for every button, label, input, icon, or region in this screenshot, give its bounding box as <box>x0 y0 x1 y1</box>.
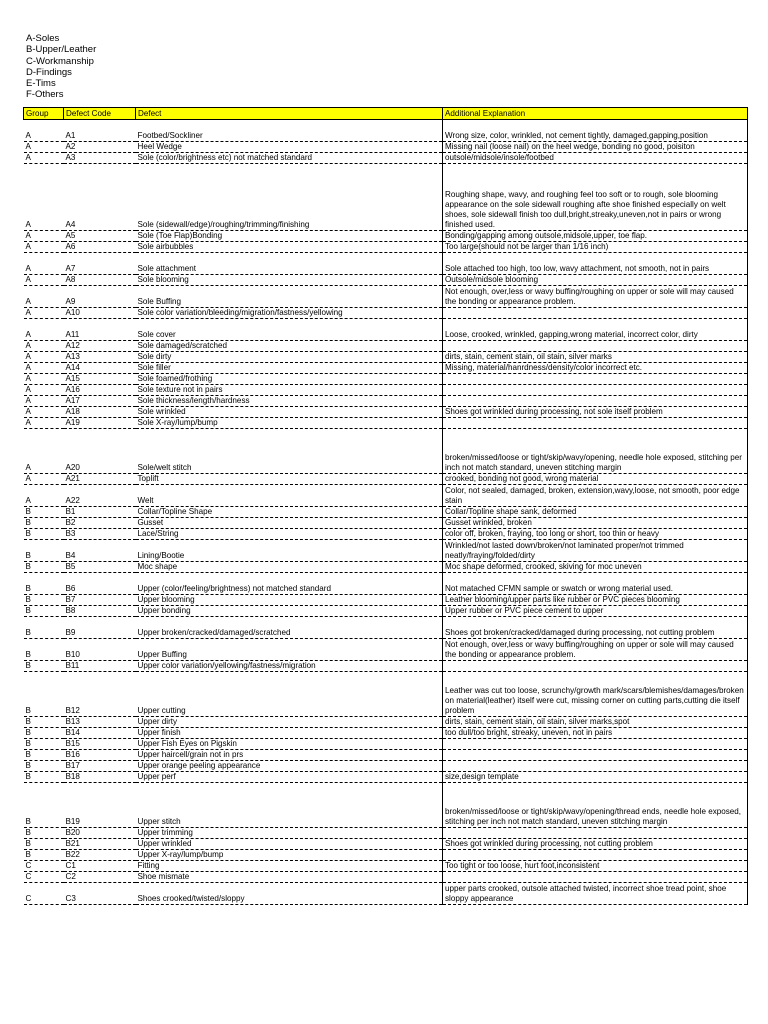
cell-explanation <box>443 385 748 396</box>
cell-defect-code: B7 <box>64 595 136 606</box>
cell-explanation: Shoes got wrinkled during processing, not cutting problem <box>443 839 748 850</box>
cell-explanation: Color, not sealed, damaged, broken, extension,wavy,loose, not smooth, poor edge stain <box>443 485 748 507</box>
cell-group: B <box>24 728 64 739</box>
cell-defect-code: A11 <box>64 319 136 341</box>
table-row <box>24 518 748 529</box>
cell-defect-code: A15 <box>64 374 136 385</box>
table-row <box>24 750 748 761</box>
cell-explanation: size,design template <box>443 772 748 783</box>
table-row <box>24 872 748 883</box>
cell-explanation: Loose, crooked, wrinkled, gapping,wrong material, incorrect color, dirty <box>443 319 748 341</box>
legend-item: E-Tims <box>26 78 56 90</box>
table-row <box>24 772 748 783</box>
table-row <box>24 839 748 850</box>
cell-group: B <box>24 606 64 617</box>
cell-defect: Sole dirty <box>136 352 443 363</box>
cell-group: A <box>24 142 64 153</box>
legend-item: A-Soles <box>26 33 60 44</box>
cell-defect: Upper color variation/yellowing/fastness/migration <box>136 661 443 672</box>
cell-explanation <box>443 750 748 761</box>
table-row <box>24 153 748 164</box>
cell-explanation: Not enough, over,less or wavy buffing/roughing on upper or sole will may caused the bonding or appearance problem. <box>443 286 748 308</box>
cell-explanation <box>443 828 748 839</box>
cell-defect: Upper haircell/grain not in prs <box>136 750 443 761</box>
cell-defect: Sole (Toe Flap)Bonding <box>136 231 443 242</box>
cell-defect: Upper Buffing <box>136 639 443 661</box>
legend-item: D-Findings <box>26 66 72 78</box>
cell-group: B <box>24 595 64 606</box>
cell-explanation <box>443 308 748 319</box>
table-row <box>24 396 748 407</box>
cell-explanation: too dull/too bright, streaky, uneven, not in pairs <box>443 728 748 739</box>
cell-defect: Sole attachment <box>136 253 443 275</box>
cell-defect-code: A8 <box>64 275 136 286</box>
cell-defect-code: B2 <box>64 518 136 529</box>
cell-defect-code: B11 <box>64 661 136 672</box>
cell-explanation <box>443 418 748 429</box>
column-header-group: Group <box>24 108 64 120</box>
table-header-row <box>24 108 748 120</box>
table-row <box>24 275 748 286</box>
cell-defect: Shoe mismate <box>136 872 443 883</box>
cell-explanation: Leather was cut too loose, scrunchy/growth mark/scars/blemishes/damages/broken on material(leather) itself were cut, missing corner on cutting parts,cutting die itself problem <box>443 672 748 717</box>
cell-defect: Upper dirty <box>136 717 443 728</box>
cell-defect-code: A3 <box>64 153 136 164</box>
cell-defect: Upper perf <box>136 772 443 783</box>
cell-explanation: Too large(should not be larger than 1/16 inch) <box>443 242 748 253</box>
cell-explanation: Missing nail (loose nail) on the heel wedge, bonding no good, poisiton <box>443 142 748 153</box>
table-row <box>24 606 748 617</box>
cell-defect-code: B14 <box>64 728 136 739</box>
cell-group: B <box>24 717 64 728</box>
cell-defect-code: B17 <box>64 761 136 772</box>
table-row <box>24 164 748 231</box>
cell-explanation: Moc shape deformed, crooked, skiving for moc uneven <box>443 562 748 573</box>
cell-explanation <box>443 872 748 883</box>
cell-group: B <box>24 739 64 750</box>
cell-group: A <box>24 153 64 164</box>
cell-explanation: Leather blooming/upper parts like rubber or PVC pieces blooming <box>443 595 748 606</box>
table-row <box>24 485 748 507</box>
cell-defect: Shoes crooked/twisted/sloppy <box>136 883 443 905</box>
cell-group: A <box>24 253 64 275</box>
cell-defect-code: A12 <box>64 341 136 352</box>
cell-defect-code: B21 <box>64 839 136 850</box>
table-row <box>24 761 748 772</box>
cell-explanation: color off, broken, fraying, too long or short, too thin or heavy <box>443 529 748 540</box>
cell-defect: Upper finish <box>136 728 443 739</box>
cell-group: C <box>24 861 64 872</box>
cell-group: A <box>24 120 64 142</box>
cell-defect: Heel Wedge <box>136 142 443 153</box>
cell-group: B <box>24 672 64 717</box>
cell-group: B <box>24 783 64 828</box>
cell-defect-code: A4 <box>64 164 136 231</box>
cell-group: A <box>24 286 64 308</box>
cell-defect: Footbed/Sockliner <box>136 120 443 142</box>
table-row <box>24 363 748 374</box>
cell-defect: Upper cutting <box>136 672 443 717</box>
cell-defect-code: B6 <box>64 573 136 595</box>
cell-defect: Sole blooming <box>136 275 443 286</box>
cell-group: A <box>24 308 64 319</box>
defect-table <box>23 107 748 905</box>
cell-group: A <box>24 164 64 231</box>
cell-defect-code: A17 <box>64 396 136 407</box>
cell-defect: Sole wrinkled <box>136 407 443 418</box>
cell-explanation: outsole/midsole/insole/footbed <box>443 153 748 164</box>
cell-defect: Sole damaged/scratched <box>136 341 443 352</box>
legend-item: F-Others <box>26 89 64 101</box>
column-header-defect: Defect <box>136 108 443 120</box>
cell-defect-code: A18 <box>64 407 136 418</box>
cell-explanation: broken/missed/loose or tight/skip/wavy/opening, needle hole exposed, stitching per inch not match standard, uneven stitching margin <box>443 429 748 474</box>
cell-defect-code: A19 <box>64 418 136 429</box>
cell-explanation: Outsole/midsole blooming <box>443 275 748 286</box>
cell-explanation <box>443 761 748 772</box>
cell-explanation: crooked, bonding not good, wrong material <box>443 474 748 485</box>
cell-defect-code: B22 <box>64 850 136 861</box>
cell-defect-code: A7 <box>64 253 136 275</box>
cell-defect-code: A13 <box>64 352 136 363</box>
table-row <box>24 850 748 861</box>
cell-group: B <box>24 850 64 861</box>
column-header-explanation: Additional Explanation <box>443 108 748 120</box>
cell-defect-code: B16 <box>64 750 136 761</box>
cell-defect-code: C1 <box>64 861 136 872</box>
cell-group: A <box>24 341 64 352</box>
cell-explanation <box>443 396 748 407</box>
cell-defect-code: B5 <box>64 562 136 573</box>
cell-defect-code: A21 <box>64 474 136 485</box>
cell-defect-code: A22 <box>64 485 136 507</box>
table-row <box>24 717 748 728</box>
cell-defect: Moc shape <box>136 562 443 573</box>
cell-defect: Toplift <box>136 474 443 485</box>
cell-group: A <box>24 485 64 507</box>
group-legend <box>26 33 96 101</box>
cell-defect: Upper wrinkled <box>136 839 443 850</box>
column-header-defect-code: Defect Code <box>64 108 136 120</box>
table-row <box>24 595 748 606</box>
cell-explanation: Not matached CFMN sample or swatch or wrong material used. <box>443 573 748 595</box>
cell-group: A <box>24 231 64 242</box>
cell-group: A <box>24 418 64 429</box>
table-row <box>24 429 748 474</box>
legend-item: C-Workmanship <box>26 55 94 67</box>
cell-group: A <box>24 474 64 485</box>
cell-group: A <box>24 374 64 385</box>
cell-explanation <box>443 374 748 385</box>
table-row <box>24 286 748 308</box>
cell-defect-code: B3 <box>64 529 136 540</box>
cell-group: A <box>24 242 64 253</box>
cell-explanation: broken/missed/loose or tight/skip/wavy/opening/thread ends, needle hole exposed, stitching per inch not match standard, uneven stitching margin <box>443 783 748 828</box>
cell-group: B <box>24 839 64 850</box>
cell-explanation: Not enough, over,less or wavy buffing/roughing on upper or sole will may caused the bonding or appearance problem. <box>443 639 748 661</box>
cell-group: C <box>24 872 64 883</box>
cell-defect: Lining/Bootie <box>136 540 443 562</box>
cell-defect: Fitting <box>136 861 443 872</box>
cell-defect-code: B19 <box>64 783 136 828</box>
cell-defect-code: B9 <box>64 617 136 639</box>
cell-group: A <box>24 275 64 286</box>
cell-group: A <box>24 363 64 374</box>
cell-group: A <box>24 429 64 474</box>
cell-group: B <box>24 562 64 573</box>
cell-group: A <box>24 319 64 341</box>
cell-explanation: Sole attached too high, too low, wavy attachment, not smooth, not in pairs <box>443 253 748 275</box>
cell-explanation: Wrong size, color, wrinkled, not cement tightly, damaged,gapping,position <box>443 120 748 142</box>
cell-defect-code: A2 <box>64 142 136 153</box>
table-row <box>24 385 748 396</box>
cell-explanation: Shoes got wrinkled during processing, not sole itself problem <box>443 407 748 418</box>
cell-group: B <box>24 661 64 672</box>
table-row <box>24 374 748 385</box>
cell-group: B <box>24 761 64 772</box>
cell-group: A <box>24 385 64 396</box>
cell-defect: Upper orange peeling appearance <box>136 761 443 772</box>
table-row <box>24 672 748 717</box>
table-row <box>24 341 748 352</box>
cell-defect: Upper stitch <box>136 783 443 828</box>
cell-explanation: Too tight or too loose, hurt foot,inconsistent <box>443 861 748 872</box>
cell-explanation: Bonding/gapping among outsole,midsole,upper, toe flap. <box>443 231 748 242</box>
cell-explanation <box>443 341 748 352</box>
cell-explanation: Upper rubber or PVC piece cement to upper <box>443 606 748 617</box>
cell-defect: Upper broken/cracked/damaged/scratched <box>136 617 443 639</box>
cell-defect-code: B12 <box>64 672 136 717</box>
table-row <box>24 308 748 319</box>
cell-defect-code: C2 <box>64 872 136 883</box>
cell-group: B <box>24 617 64 639</box>
cell-defect-code: B1 <box>64 507 136 518</box>
cell-defect-code: A14 <box>64 363 136 374</box>
cell-group: B <box>24 772 64 783</box>
cell-defect: Sole thickness/length/hardness <box>136 396 443 407</box>
cell-defect: Sole Buffing <box>136 286 443 308</box>
legend-item: B-Upper/Leather <box>26 44 97 56</box>
cell-defect: Sole (sidewall/edge)/roughing/trimming/finishing <box>136 164 443 231</box>
cell-defect-code: B13 <box>64 717 136 728</box>
table-row <box>24 231 748 242</box>
cell-defect-code: A1 <box>64 120 136 142</box>
cell-defect: Sole color variation/bleeding/migration/fastness/yellowing <box>136 308 443 319</box>
cell-defect: Sole foamed/frothing <box>136 374 443 385</box>
cell-defect-code: A6 <box>64 242 136 253</box>
cell-group: B <box>24 573 64 595</box>
cell-defect-code: B20 <box>64 828 136 839</box>
table-row <box>24 562 748 573</box>
cell-defect-code: B4 <box>64 540 136 562</box>
cell-explanation: Collar/Topline shape sank, deformed <box>443 507 748 518</box>
cell-explanation <box>443 739 748 750</box>
cell-defect: Sole airbubbles <box>136 242 443 253</box>
cell-defect: Sole X-ray/lump/bump <box>136 418 443 429</box>
cell-explanation: dirts, stain, cement stain, oil stain, silver marks,spot <box>443 717 748 728</box>
cell-explanation <box>443 661 748 672</box>
cell-defect: Upper bonding <box>136 606 443 617</box>
cell-defect: Upper X-ray/lump/bump <box>136 850 443 861</box>
table-row <box>24 120 748 142</box>
table-row <box>24 407 748 418</box>
cell-defect: Upper Fish Eyes on Pigskin <box>136 739 443 750</box>
cell-defect: Sole cover <box>136 319 443 341</box>
cell-defect-code: A16 <box>64 385 136 396</box>
cell-group: B <box>24 540 64 562</box>
table-row <box>24 242 748 253</box>
cell-defect-code: B10 <box>64 639 136 661</box>
table-row <box>24 739 748 750</box>
cell-defect-code: A20 <box>64 429 136 474</box>
cell-explanation: upper parts crooked, outsole attached twisted, incorrect shoe tread point, shoe sloppy appearance <box>443 883 748 905</box>
cell-group: B <box>24 507 64 518</box>
table-row <box>24 142 748 153</box>
cell-defect: Upper trimming <box>136 828 443 839</box>
table-row <box>24 540 748 562</box>
table-row <box>24 861 748 872</box>
cell-group: B <box>24 828 64 839</box>
cell-defect-code: A5 <box>64 231 136 242</box>
table-row <box>24 883 748 905</box>
cell-group: A <box>24 352 64 363</box>
table-row <box>24 783 748 828</box>
cell-defect-code: B15 <box>64 739 136 750</box>
cell-defect: Collar/Topline Shape <box>136 507 443 518</box>
table-row <box>24 728 748 739</box>
cell-group: B <box>24 529 64 540</box>
table-body <box>24 120 748 905</box>
table-row <box>24 639 748 661</box>
cell-explanation: Missing, material/hanrdness/density/color incorrect etc. <box>443 363 748 374</box>
cell-defect-code: A10 <box>64 308 136 319</box>
table-row <box>24 828 748 839</box>
table-row <box>24 253 748 275</box>
table-row <box>24 617 748 639</box>
cell-defect: Welt <box>136 485 443 507</box>
cell-group: A <box>24 396 64 407</box>
cell-group: B <box>24 518 64 529</box>
cell-defect: Upper (color/feeling/brightness) not matched standard <box>136 573 443 595</box>
cell-explanation <box>443 850 748 861</box>
cell-defect: Lace/String <box>136 529 443 540</box>
cell-group: C <box>24 883 64 905</box>
table-row <box>24 418 748 429</box>
cell-group: B <box>24 639 64 661</box>
cell-defect-code: B8 <box>64 606 136 617</box>
table-row <box>24 661 748 672</box>
cell-explanation: dirts, stain, cement stain, oil stain, silver marks <box>443 352 748 363</box>
cell-defect: Sole filler <box>136 363 443 374</box>
cell-group: A <box>24 407 64 418</box>
cell-explanation: Roughing shape, wavy, and roughing feel too soft or to rough, sole blooming appearance on the sole sidewall roughing afte shoe finished especially on welt shoes, sole sidewall finish too dull,bright,streaky,uneven,not in pairs or wrong finished used. <box>443 164 748 231</box>
table-row <box>24 352 748 363</box>
cell-explanation: Shoes got broken/cracked/damaged during processing, not cutting problem <box>443 617 748 639</box>
table-row <box>24 573 748 595</box>
cell-defect-code: A9 <box>64 286 136 308</box>
cell-group: B <box>24 750 64 761</box>
cell-explanation: Gusset wrinkled, broken <box>443 518 748 529</box>
table-row <box>24 319 748 341</box>
cell-defect: Sole/welt stitch <box>136 429 443 474</box>
cell-defect-code: C3 <box>64 883 136 905</box>
cell-explanation: Wrinkled/not lasted down/broken/not laminated proper/not trimmed neatly/fraying/folded/dirty <box>443 540 748 562</box>
cell-defect: Gusset <box>136 518 443 529</box>
cell-defect-code: B18 <box>64 772 136 783</box>
cell-defect: Sole (color/brightness etc) not matched standard <box>136 153 443 164</box>
cell-defect: Upper blooming <box>136 595 443 606</box>
table-row <box>24 474 748 485</box>
table-row <box>24 529 748 540</box>
table-row <box>24 507 748 518</box>
cell-defect: Sole texture not in pairs <box>136 385 443 396</box>
